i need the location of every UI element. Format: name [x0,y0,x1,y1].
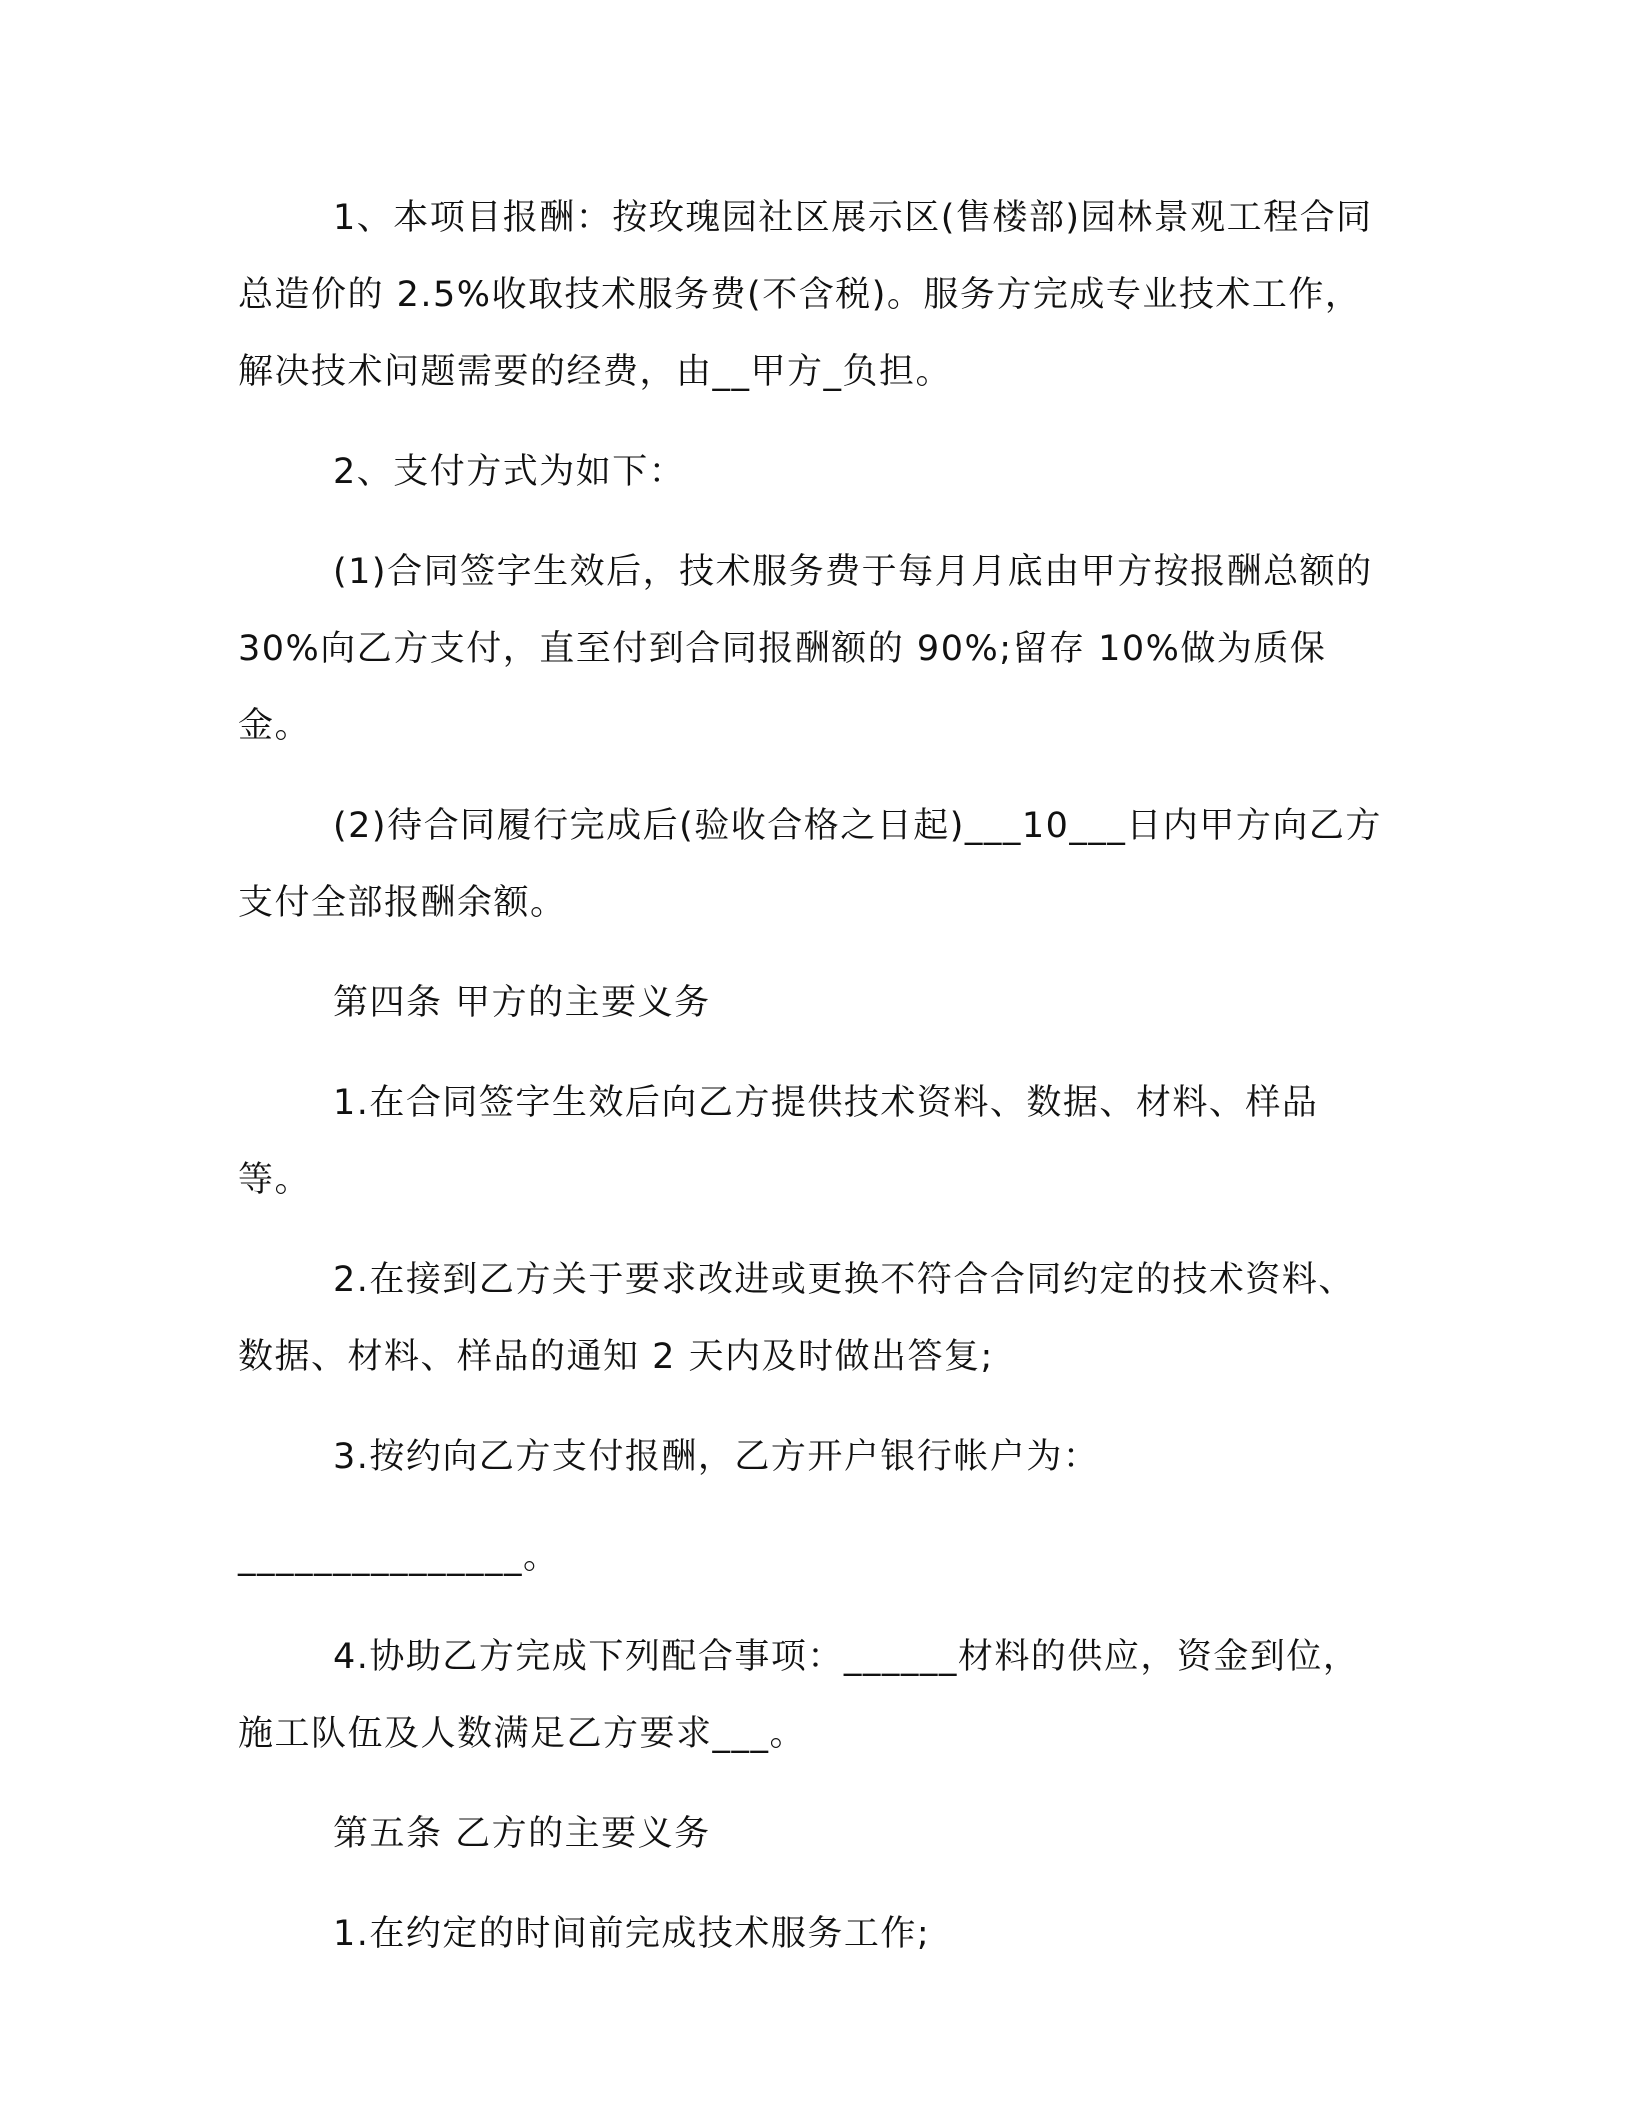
paragraph-payment-monthly: (1)合同签字生效后，技术服务费于每月月底由甲方按报酬总额的30%向乙方支付，直至付到合同报酬额的 90%;留存 10%做为质保金。 [238,552,1373,746]
paragraph-party-a-duty-1: 1.在合同签字生效后向乙方提供技术资料、数据、材料、样品等。 [238,1083,1319,1200]
paragraph-bank-account-blank: _______________。 [238,1537,560,1577]
heading-article-5: 第五条 乙方的主要义务 [333,1814,711,1854]
paragraph-party-a-duty-3: 3.按约向乙方支付报酬，乙方开户银行帐户为： [333,1437,1100,1477]
paragraph-party-a-duty-2: 2.在接到乙方关于要求改进或更换不符合合同约定的技术资料、数据、材料、样品的通知 2 天内及时做出答复; [238,1260,1355,1377]
paragraph-payment-balance: (2)待合同履行完成后(验收合格之日起)___10___日内甲方向乙方支付全部报酬余额。 [238,806,1382,923]
heading-article-4: 第四条 甲方的主要义务 [333,983,711,1023]
paragraph-party-b-duty-1: 1.在约定的时间前完成技术服务工作; [333,1914,931,1954]
paragraph-party-a-duty-4: 4.协助乙方完成下列配合事项：______材料的供应，资金到位，施工队伍及人数满足乙方要求___。 [238,1637,1360,1754]
paragraph-remuneration: 1、本项目报酬：按玫瑰园社区展示区(售楼部)园林景观工程合同总造价的 2.5%收取技术服务费(不含税)。服务方完成专业技术工作，解决技术问题需要的经费，由__甲方_负担。 [238,198,1373,392]
paragraph-payment-method: 2、支付方式为如下： [333,452,686,492]
document-body [238,180,1388,1996]
